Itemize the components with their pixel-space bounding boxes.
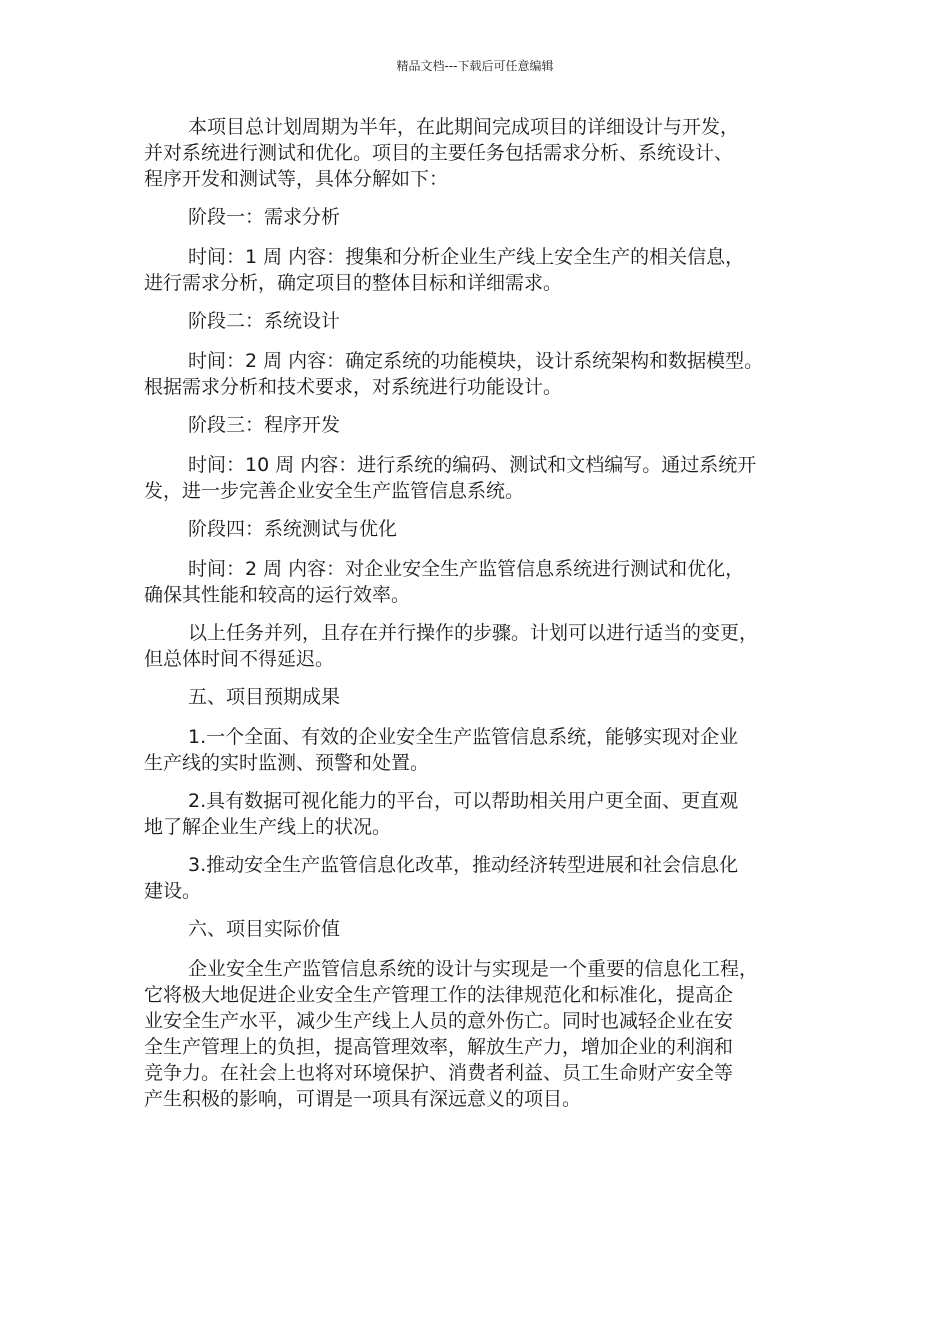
section-heading bbox=[144, 204, 810, 230]
text-line: 时间：1 周 内容：搜集和分析企业生产线上安全生产的相关信息， bbox=[188, 246, 745, 268]
body-paragraph bbox=[144, 244, 810, 296]
body-paragraph bbox=[144, 956, 810, 1112]
section-heading bbox=[144, 684, 810, 710]
text-line: 产生积极的影响，可谓是一项具有深远意义的项目。 bbox=[144, 1088, 582, 1110]
text-line: 企业安全生产监管信息系统的设计与实现是一个重要的信息化工程， bbox=[188, 958, 759, 980]
text-line: 时间：2 周 内容：确定系统的功能模块，设计系统架构和数据模型。 bbox=[188, 350, 764, 372]
text-line: 建设。 bbox=[144, 880, 202, 902]
body-paragraph bbox=[144, 556, 810, 608]
text-line: 地了解企业生产线上的状况。 bbox=[144, 816, 392, 838]
text-line: 阶段三：程序开发 bbox=[188, 414, 341, 436]
text-line: 进行需求分析，确定项目的整体目标和详细需求。 bbox=[144, 272, 563, 294]
body-paragraph bbox=[144, 114, 810, 192]
text-line: 时间：2 周 内容：对企业安全生产监管信息系统进行测试和优化， bbox=[188, 558, 745, 580]
text-line: 并对系统进行测试和优化。项目的主要任务包括需求分析、系统设计、 bbox=[144, 142, 734, 164]
text-line: 3.推动安全生产监管信息化改革，推动经济转型进展和社会信息化 bbox=[188, 854, 739, 876]
body-paragraph bbox=[144, 788, 810, 840]
page-header: 精品文档---下载后可任意编辑 bbox=[396, 59, 554, 73]
section-heading bbox=[144, 916, 810, 942]
text-line: 2.具有数据可视化能力的平台，可以帮助相关用户更全面、更直观 bbox=[188, 790, 739, 812]
text-line: 阶段一：需求分析 bbox=[188, 206, 341, 228]
body-paragraph bbox=[144, 452, 810, 504]
text-line: 业安全生产水平，减少生产线上人员的意外伤亡。同时也减轻企业在安 bbox=[144, 1010, 734, 1032]
text-line: 本项目总计划周期为半年，在此期间完成项目的详细设计与开发， bbox=[188, 116, 740, 138]
body-paragraph bbox=[144, 348, 810, 400]
text-line: 时间：10 周 内容：进行系统的编码、测试和文档编写。通过系统开 bbox=[188, 454, 757, 476]
body-paragraph bbox=[144, 724, 810, 776]
text-line: 根据需求分析和技术要求，对系统进行功能设计。 bbox=[144, 376, 563, 398]
text-line: 程序开发和测试等，具体分解如下： bbox=[144, 168, 449, 190]
text-line: 但总体时间不得延迟。 bbox=[144, 648, 335, 670]
text-line: 确保其性能和较高的运行效率。 bbox=[144, 584, 411, 606]
text-line: 竞争力。在社会上也将对环境保护、消费者利益、员工生命财产安全等 bbox=[144, 1062, 734, 1084]
text-line: 1.一个全面、有效的企业安全生产监管信息系统，能够实现对企业 bbox=[188, 726, 739, 748]
section-heading bbox=[144, 412, 810, 438]
document-body bbox=[144, 114, 810, 1124]
text-line: 发，进一步完善企业安全生产监管信息系统。 bbox=[144, 480, 525, 502]
body-paragraph bbox=[144, 852, 810, 904]
text-line: 生产线的实时监测、预警和处置。 bbox=[144, 752, 430, 774]
text-line: 六、项目实际价值 bbox=[188, 918, 341, 940]
text-line: 全生产管理上的负担，提高管理效率，解放生产力，增加企业的利润和 bbox=[144, 1036, 734, 1058]
section-heading bbox=[144, 308, 810, 334]
body-paragraph bbox=[144, 620, 810, 672]
text-line: 阶段四：系统测试与优化 bbox=[188, 518, 398, 540]
text-line: 阶段二：系统设计 bbox=[188, 310, 341, 332]
text-line: 五、项目预期成果 bbox=[188, 686, 341, 708]
text-line: 以上任务并列，且存在并行操作的步骤。计划可以进行适当的变更， bbox=[188, 622, 759, 644]
text-line: 它将极大地促进企业安全生产管理工作的法律规范化和标准化，提高企 bbox=[144, 984, 734, 1006]
section-heading bbox=[144, 516, 810, 542]
